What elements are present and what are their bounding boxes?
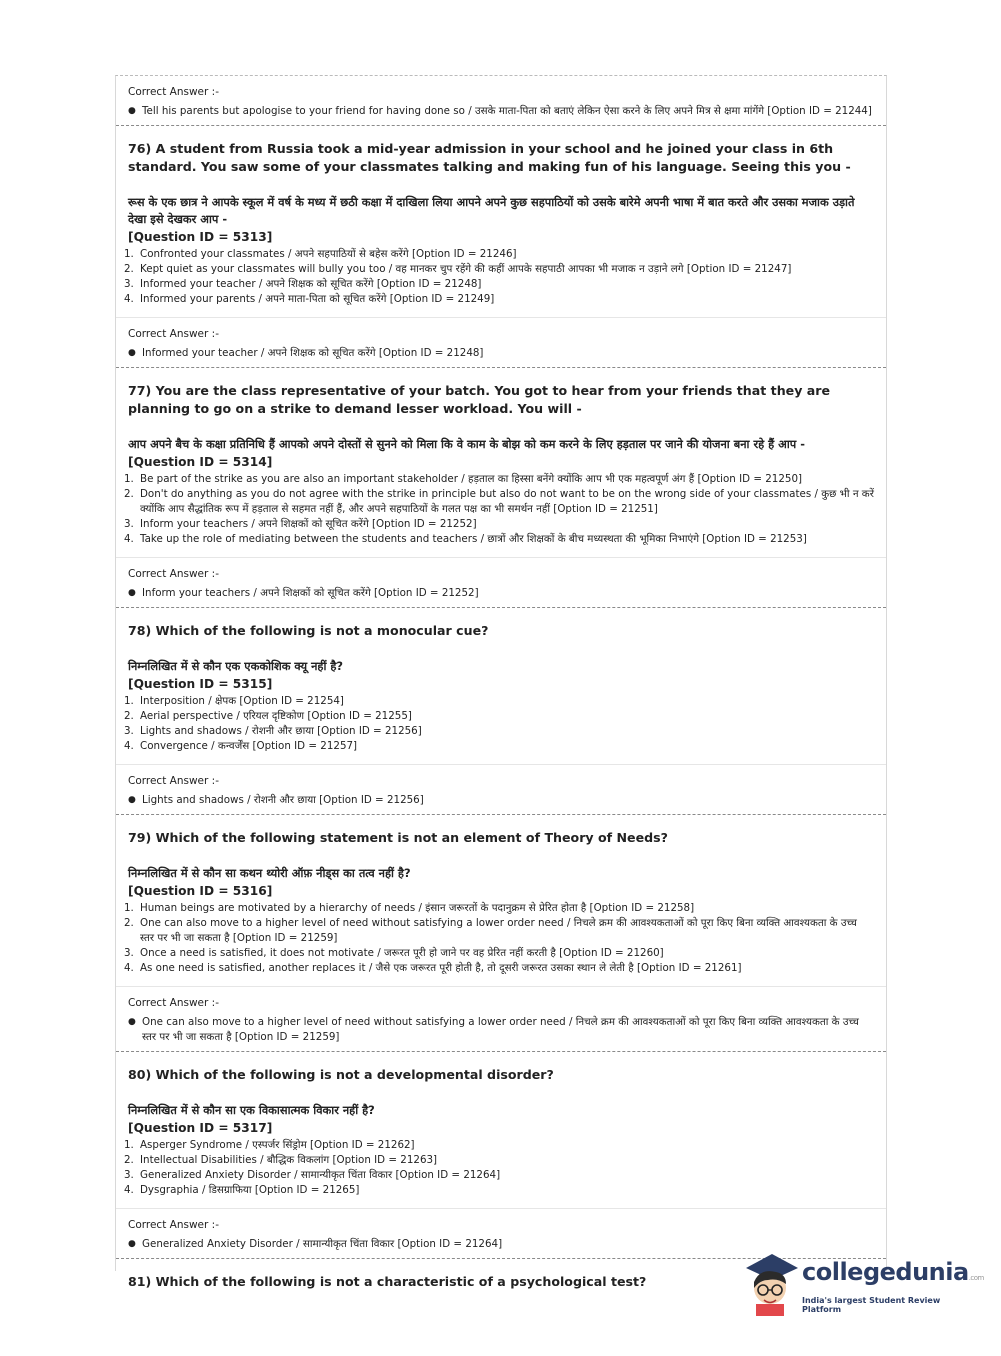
question-title-78: 78) Which of the following is not a monocular cue?: [128, 623, 489, 638]
option-number: 2.: [124, 488, 134, 500]
question-hindi-79: निम्नलिखित में से कौन सा कथन थ्योरी ऑफ़ नीड्स का तत्व नहीं है?: [128, 866, 411, 880]
option-item: [124, 961, 874, 976]
correct-answer-item: [128, 793, 874, 808]
question-title-76: 76) A student from Russia took a mid-year admission in your school and he joined your class in 6th standard. You saw some of your classmates talking and making fun of his language. Seeing this you -: [128, 141, 851, 174]
correct-answer-text: One can also move to a higher level of need without satisfying a lower order need / निचले क्रम की आवश्यकताओं को पूरा किए बिना व्यक्ति आवश्यकता के उच्च स्तर पर भी जा सकता है [Option ID = 21259]: [142, 1016, 859, 1043]
question-hindi-76: रूस के एक छात्र ने आपके स्कूल में वर्ष के मध्य में छठी कक्षा में दाखिला लिया आपने अपने कुछ सहपाठियों को उसके बारेमे अपनी भाषा में बात करते और उसका मजाक उड़ाते देखा इसे देखकर आप -: [128, 195, 855, 226]
option-item: [124, 901, 874, 916]
collegedunia-logo: [742, 1250, 984, 1320]
option-text: Informed your parents / अपने माता-पिता को सूचित करेंगे [Option ID = 21249]: [140, 293, 495, 305]
option-text: Informed your teacher / अपने शिक्षक को सूचित करेंगे [Option ID = 21248]: [140, 278, 482, 290]
option-number: 3.: [124, 725, 134, 737]
correct-answer-label: Correct Answer :-: [128, 775, 219, 787]
option-number: 2.: [124, 263, 134, 275]
logo-wordmark: collegedunia.com: [802, 1258, 984, 1286]
question-block-79: [116, 815, 886, 986]
bullet-icon: ●: [128, 1017, 136, 1027]
correct-answer-label: Correct Answer :-: [128, 997, 219, 1009]
option-text: Confronted your classmates / अपने सहपाठियों से बहेस करेंगे [Option ID = 21246]: [140, 248, 517, 260]
question-hindi-77: आप अपने बैच के कक्षा प्रतिनिधि हैं आपको अपने दोस्तों से सुनने को मिला कि वे काम के बोझ को कम करने के लिए हड़ताल पर जाने की योजना बना रहे हैं आप -: [128, 437, 805, 451]
option-item: [124, 1153, 874, 1168]
options-list-78: [124, 694, 874, 764]
option-text: Generalized Anxiety Disorder / सामान्यीकृत चिंता विकार [Option ID = 21264]: [140, 1169, 501, 1181]
option-item: [124, 709, 874, 724]
correct-answer-label: Correct Answer :-: [128, 1219, 219, 1231]
correct-answer-block-78: [116, 765, 886, 814]
question-id-78: [Question ID = 5315]: [128, 677, 273, 691]
option-number: 4.: [124, 962, 134, 974]
option-text: Convergence / कन्वर्जेंस [Option ID = 21257]: [140, 740, 358, 752]
option-item: [124, 694, 874, 709]
option-text: Inform your teachers / अपने शिक्षकों को सूचित करेंगे [Option ID = 21252]: [140, 518, 477, 530]
option-text: Kept quiet as your classmates will bully you too / वह मानकर चुप रहेंगे की कहीं आपके सहपाठी आपका भी मजाक न उड़ाने लगे [Option ID = 21247]: [140, 263, 792, 275]
option-text: Be part of the strike as you are also an important stakeholder / हड़ताल का हिस्सा बनेंगे क्योंकि आप भी एक महत्वपूर्ण अंग हैं [Option ID = 21250]: [140, 473, 803, 485]
option-number: 1.: [124, 695, 134, 707]
options-list-79: [124, 901, 874, 986]
correct-answer-item: [128, 1015, 874, 1045]
correct-answer-label: Correct Answer :-: [128, 568, 219, 580]
option-number: 4.: [124, 740, 134, 752]
options-list-76: [124, 247, 874, 317]
question-title-77: 77) You are the class representative of your batch. You got to hear from your friends that they are planning to go on a strike to demand lesser workload. You will -: [128, 383, 831, 416]
option-item: [124, 517, 874, 532]
options-list-80: [124, 1138, 874, 1208]
option-item: [124, 487, 874, 517]
option-text: Interposition / क्षेपक [Option ID = 21254]: [140, 695, 344, 707]
option-item: [124, 472, 874, 487]
option-number: 3.: [124, 1169, 134, 1181]
option-number: 4.: [124, 533, 134, 545]
question-title-80: 80) Which of the following is not a developmental disorder?: [128, 1067, 554, 1082]
correct-answer-label: Correct Answer :-: [128, 86, 219, 98]
question-id-79: [Question ID = 5316]: [128, 884, 273, 898]
option-text: Dysgraphia / डिसग्राफिया [Option ID = 21265]: [140, 1184, 360, 1196]
option-item: [124, 916, 874, 946]
option-text: Asperger Syndrome / एस्पर्जर सिंड्रोम [Option ID = 21262]: [140, 1139, 415, 1151]
correct-answer-text: Informed your teacher / अपने शिक्षक को सूचित करेंगे [Option ID = 21248]: [142, 347, 484, 359]
option-text: One can also move to a higher level of need without satisfying a lower order need / निचले क्रम की आवश्यकताओं को पूरा किए बिना व्यक्ति आवश्यकता के उच्च स्तर पर भी जा सकता है [Option ID = 21259]: [140, 917, 857, 944]
question-block-76: [116, 126, 886, 317]
option-item: [124, 1183, 874, 1198]
option-number: 1.: [124, 473, 134, 485]
option-number: 2.: [124, 1154, 134, 1166]
option-item: [124, 724, 874, 739]
option-item: [124, 1138, 874, 1153]
option-number: 1.: [124, 902, 134, 914]
option-number: 3.: [124, 278, 134, 290]
correct-answer-block-77: [116, 558, 886, 607]
option-item: [124, 247, 874, 262]
mascot-icon: [742, 1250, 800, 1316]
option-number: 3.: [124, 518, 134, 530]
option-text: Lights and shadows / रोशनी और छाया [Option ID = 21256]: [140, 725, 422, 737]
option-number: 1.: [124, 1139, 134, 1151]
correct-answer-label: Correct Answer :-: [128, 328, 219, 340]
correct-answer-text: Lights and shadows / रोशनी और छाया [Option ID = 21256]: [142, 794, 424, 806]
question-title-79: 79) Which of the following statement is not an element of Theory of Needs?: [128, 830, 668, 845]
option-item: [124, 1168, 874, 1183]
question-hindi-78: निम्नलिखित में से कौन एक एककोशिक क्यू नहीं है?: [128, 659, 344, 673]
options-list-77: [124, 472, 874, 557]
option-text: Aerial perspective / एरियल दृष्टिकोण [Option ID = 21255]: [140, 710, 412, 722]
option-number: 1.: [124, 248, 134, 260]
bullet-icon: ●: [128, 1239, 136, 1249]
question-id-77: [Question ID = 5314]: [128, 455, 273, 469]
option-item: [124, 277, 874, 292]
option-number: 4.: [124, 1184, 134, 1196]
correct-answer-text: Inform your teachers / अपने शिक्षकों को सूचित करेंगे [Option ID = 21252]: [142, 587, 479, 599]
question-hindi-80: निम्नलिखित में से कौन सा एक विकासात्मक विकार नहीं है?: [128, 1103, 375, 1117]
correct-answer-text: Tell his parents but apologise to your friend for having done so / उसके माता-पिता को बताएं लेकिन ऐसा करने के लिए अपने मित्र से क्षमा मांगेंगे [Option ID = 21244]: [142, 105, 872, 117]
bullet-icon: ●: [128, 106, 136, 116]
question-title-81: 81) Which of the following is not a characteristic of a psychological test?: [128, 1274, 647, 1289]
correct-answer-item: [128, 586, 874, 601]
option-text: Human beings are motivated by a hierarchy of needs / इंसान जरूरतों के पदानुक्रम से प्रेरित होता है [Option ID = 21258]: [140, 902, 695, 914]
option-text: Once a need is satisfied, it does not motivate / जरूरत पूरी हो जाने पर वह प्रेरित नहीं करती है [Option ID = 21260]: [140, 947, 664, 959]
option-item: [124, 262, 874, 277]
option-text: Take up the role of mediating between the students and teachers / छात्रों और शिक्षकों के बीच मध्यस्थता की भूमिका निभाएंगे [Option ID = 21253]: [140, 533, 807, 545]
bullet-icon: ●: [128, 348, 136, 358]
option-item: [124, 739, 874, 754]
option-item: [124, 292, 874, 307]
correct-answer-block-79: [116, 987, 886, 1051]
correct-answer-item: [128, 104, 874, 119]
question-block-78: [116, 608, 886, 764]
option-item: [124, 532, 874, 547]
option-number: 2.: [124, 710, 134, 722]
bullet-icon: ●: [128, 795, 136, 805]
question-id-80: [Question ID = 5317]: [128, 1121, 273, 1135]
option-number: 4.: [124, 293, 134, 305]
option-text: Intellectual Disabilities / बौद्धिक विकलांग [Option ID = 21263]: [140, 1154, 438, 1166]
option-item: [124, 946, 874, 961]
option-number: 2.: [124, 917, 134, 929]
question-block-80: [116, 1052, 886, 1208]
correct-answer-item: [128, 346, 874, 361]
correct-answer-block-76: [116, 318, 886, 367]
correct-answer-text: Generalized Anxiety Disorder / सामान्यीकृत चिंता विकार [Option ID = 21264]: [142, 1238, 503, 1250]
previous-correct-answer: [116, 76, 886, 125]
question-block-77: [116, 368, 886, 557]
option-text: Don't do anything as you do not agree with the strike in principle but also do not want to be on the wrong side of your classmates / कुछ भी न करें क्योंकि आप सैद्धांतिक रूप में हड़ताल से सहमत नहीं हैं, और अपने सहपाठियों के गलत पक्ष का भी समर्थन नहीं [Option ID = 21251]: [140, 488, 874, 515]
option-number: 3.: [124, 947, 134, 959]
option-text: As one need is satisfied, another replaces it / जैसे एक जरूरत पूरी होती है, तो दूसरी जरूरत उसका स्थान ले लेती है [Option ID = 21261]: [140, 962, 742, 974]
document-page: [115, 75, 887, 1289]
question-id-76: [Question ID = 5313]: [128, 230, 273, 244]
bullet-icon: ●: [128, 588, 136, 598]
logo-tagline: India's largest Student Review Platform: [802, 1296, 941, 1314]
